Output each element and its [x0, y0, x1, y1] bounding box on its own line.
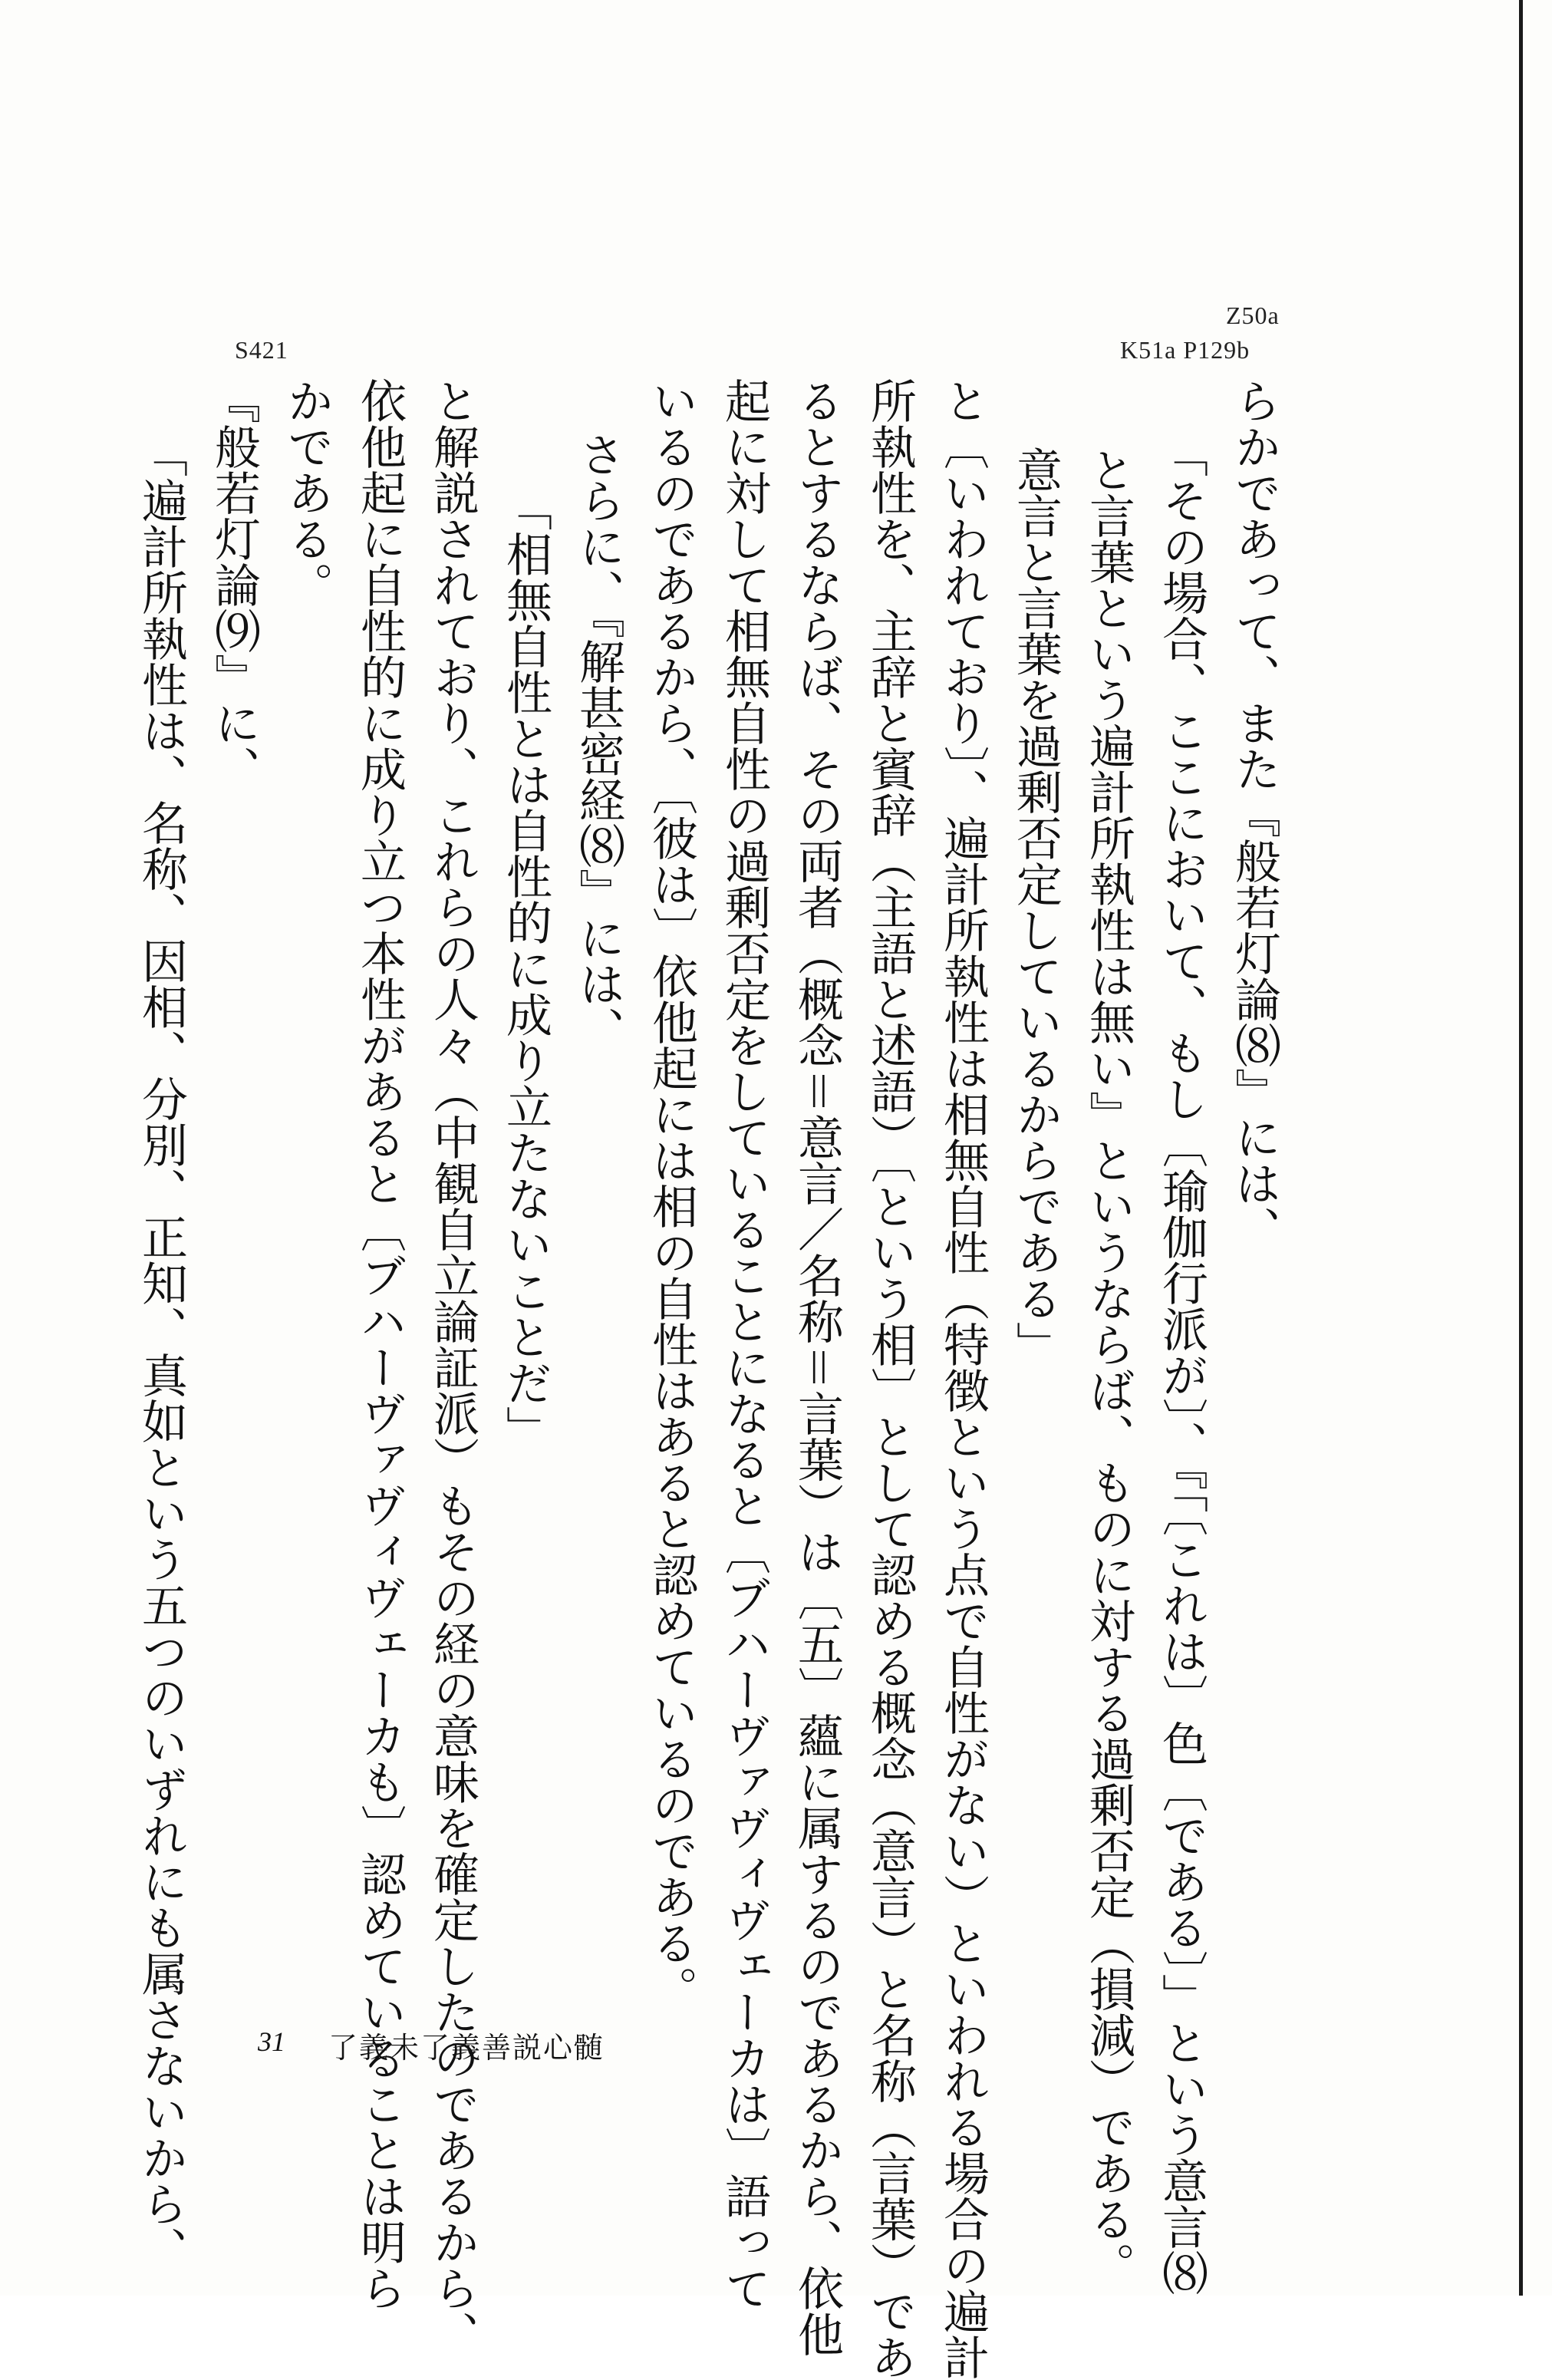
- text-line-8: 起に対して相無自性の過剰否定をしていることになると〔ブハーヴァヴィヴェーカは〕語って: [717, 377, 771, 2311]
- text-line-11: 「相無自性とは自性的に成り立たないことだ」: [499, 485, 552, 1452]
- text-line-7: るとするならば、その両者（概念＝意言／名称＝言葉）は〔五〕蘊に属するのであるから、依他: [790, 377, 844, 2357]
- text-line-13: 依他起に自性的に成り立つ本性があると〔ブハーヴァヴィヴェーカも〕認めていることは明ら: [353, 377, 407, 2311]
- text-line-3: と言葉という遍計所執性は無い』というならば、ものに対する過剰否定（損減）である。: [1082, 447, 1135, 2288]
- page-number: 31: [258, 2026, 285, 2057]
- running-title: 了義未了義善説心髄: [328, 2031, 605, 2065]
- text-line-10: さらに、『解甚密経⑻』には、: [572, 431, 625, 1053]
- ref-s: S421: [235, 336, 288, 364]
- text-line-9: いるのであるから、〔彼は〕依他起には相の自性はあると認めているのである。: [644, 377, 698, 2012]
- text-line-15: 『般若灯論⑼』に、: [207, 377, 261, 792]
- ref-z: Z50a: [1226, 302, 1280, 329]
- text-line-2: 「その場合、ここにおいて、もし〔瑜伽行派が〕、『「〔これは〕色〔である〕」という意言⑻: [1155, 431, 1208, 2296]
- text-line-1: らかであって、また『般若灯論⑻』には、: [1227, 377, 1281, 1252]
- text-line-12: と解説されており、これらの人々（中観自立論証派）もその経の意味を確定したのであるから、: [426, 377, 479, 2357]
- page-edge-line: [1519, 0, 1523, 2296]
- ref-kp: K51a P129b: [1120, 336, 1250, 364]
- text-line-4: 意言と言葉を過剰否定しているからである」: [1009, 447, 1063, 1367]
- text-line-16: 「遍計所執性は、名称、因相、分別、正知、真如という五つのいずれにも属さないから、: [134, 431, 188, 2273]
- text-line-14: かである。: [280, 377, 334, 608]
- text-line-5: と〔いわれており〕、遍計所執性は相無自性（特徴という点で自性がない）といわれる場合の遍計: [936, 377, 990, 2380]
- text-line-6: 所執性を、主辞と賓辞（主語と述語）〔という相〕として認める概念（意言）と名称（言葉）であ: [863, 377, 917, 2380]
